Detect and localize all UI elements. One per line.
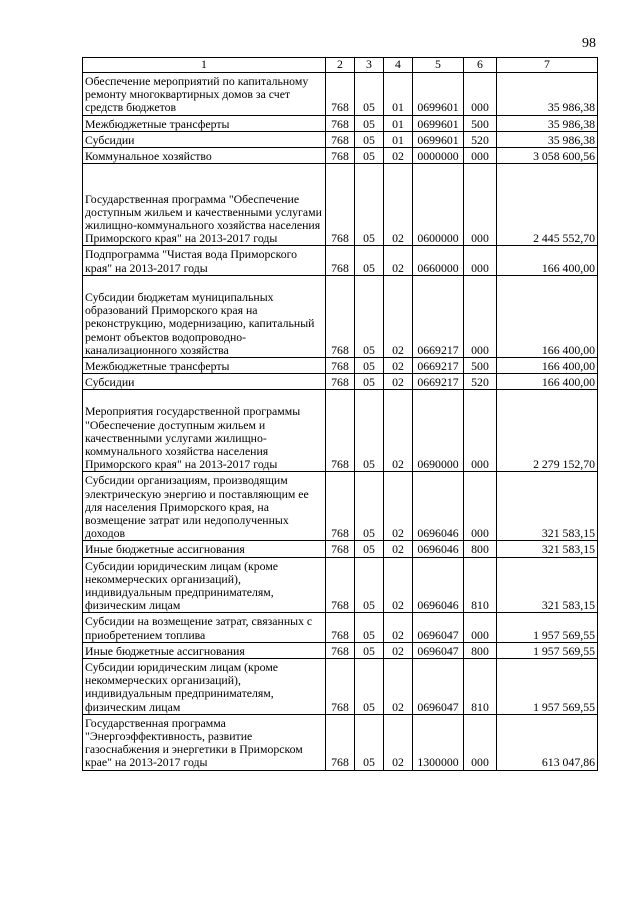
cell-col-5: 0000000 — [413, 147, 464, 163]
cell-name: Субсидии юридическим лицам (кроме некоммерческих организаций), индивидуальным предпринимателям, физическим лицам — [83, 557, 326, 613]
table-row — [83, 131, 598, 147]
cell-name: Иные бюджетные ассигнования — [83, 642, 326, 658]
cell-col-2: 768 — [326, 642, 355, 658]
cell-name: Иные бюджетные ассигнования — [83, 541, 326, 557]
cell-col-4: 02 — [384, 147, 413, 163]
cell-col-6: 500 — [464, 115, 497, 131]
cell-amount: 321 583,15 — [497, 557, 598, 613]
cell-col-4: 02 — [384, 357, 413, 373]
cell-amount: 613 047,86 — [497, 714, 598, 770]
page-number: 98 — [582, 36, 596, 51]
table-row — [83, 357, 598, 373]
cell-col-6: 800 — [464, 642, 497, 658]
cell-name: Межбюджетные трансферты — [83, 115, 326, 131]
cell-amount: 166 400,00 — [497, 374, 598, 390]
header-col-6: 6 — [464, 58, 497, 73]
table-row — [83, 714, 598, 770]
cell-col-5: 0669217 — [413, 275, 464, 357]
cell-amount: 321 583,15 — [497, 541, 598, 557]
cell-col-2: 768 — [326, 613, 355, 642]
cell-col-6: 800 — [464, 541, 497, 557]
cell-col-4: 02 — [384, 557, 413, 613]
table-row — [83, 164, 598, 246]
cell-col-3: 05 — [355, 541, 384, 557]
cell-col-6: 000 — [464, 73, 497, 116]
cell-name: Субсидии на возмещение затрат, связанных с приобретением топлива — [83, 613, 326, 642]
cell-col-5: 0699601 — [413, 73, 464, 116]
cell-col-5: 0696047 — [413, 659, 464, 715]
table-row — [83, 390, 598, 472]
cell-col-3: 05 — [355, 659, 384, 715]
cell-col-2: 768 — [326, 659, 355, 715]
cell-col-3: 05 — [355, 390, 384, 472]
cell-col-2: 768 — [326, 275, 355, 357]
cell-col-3: 05 — [355, 246, 384, 275]
cell-col-4: 01 — [384, 73, 413, 116]
table-row — [83, 557, 598, 613]
cell-col-2: 768 — [326, 164, 355, 246]
cell-col-5: 0696046 — [413, 472, 464, 541]
cell-col-5: 0690000 — [413, 390, 464, 472]
cell-amount: 1 957 569,55 — [497, 659, 598, 715]
cell-name: Подпрограмма "Чистая вода Приморского края" на 2013-2017 годы — [83, 246, 326, 275]
cell-col-5: 0699601 — [413, 115, 464, 131]
cell-col-2: 768 — [326, 541, 355, 557]
cell-col-6: 000 — [464, 164, 497, 246]
cell-col-3: 05 — [355, 275, 384, 357]
cell-col-2: 768 — [326, 115, 355, 131]
cell-col-6: 000 — [464, 147, 497, 163]
cell-amount: 321 583,15 — [497, 472, 598, 541]
cell-col-2: 768 — [326, 246, 355, 275]
cell-col-4: 02 — [384, 714, 413, 770]
cell-amount: 2 445 552,70 — [497, 164, 598, 246]
cell-amount: 3 058 600,56 — [497, 147, 598, 163]
cell-col-4: 02 — [384, 390, 413, 472]
cell-col-5: 0696047 — [413, 642, 464, 658]
cell-col-4: 02 — [384, 642, 413, 658]
cell-col-6: 520 — [464, 374, 497, 390]
table-row — [83, 472, 598, 541]
cell-name: Государственная программа "Энергоэффективность, развитие газоснабжения и энергетики в Приморском крае" на 2013-2017 годы — [83, 714, 326, 770]
cell-name: Субсидии — [83, 131, 326, 147]
cell-amount: 1 957 569,55 — [497, 642, 598, 658]
cell-name: Обеспечение мероприятий по капитальному ремонту многоквартирных домов за счет средств бюджетов — [83, 73, 326, 116]
table-row — [83, 613, 598, 642]
cell-col-3: 05 — [355, 73, 384, 116]
table-row — [83, 115, 598, 131]
cell-col-4: 02 — [384, 541, 413, 557]
cell-col-3: 05 — [355, 374, 384, 390]
budget-table-body — [83, 58, 598, 771]
cell-name: Субсидии юридическим лицам (кроме некоммерческих организаций), индивидуальным предпринимателям, физическим лицам — [83, 659, 326, 715]
cell-amount: 2 279 152,70 — [497, 390, 598, 472]
table-row — [83, 73, 598, 116]
cell-name: Субсидии бюджетам муниципальных образований Приморского края на реконструкцию, модернизацию, капитальный ремонт объектов водопроводно-канализационного хозяйства — [83, 275, 326, 357]
cell-col-3: 05 — [355, 115, 384, 131]
table-row — [83, 275, 598, 357]
cell-amount: 1 957 569,55 — [497, 613, 598, 642]
cell-col-5: 0669217 — [413, 357, 464, 373]
cell-name: Мероприятия государственной программы "Обеспечение доступным жильем и качественными услугами жилищно-коммунального хозяйства населения Приморского края" на 2013-2017 годы — [83, 390, 326, 472]
cell-col-6: 000 — [464, 390, 497, 472]
header-col-4: 4 — [384, 58, 413, 73]
header-col-3: 3 — [355, 58, 384, 73]
cell-col-2: 768 — [326, 357, 355, 373]
cell-col-5: 0660000 — [413, 246, 464, 275]
cell-col-5: 0699601 — [413, 131, 464, 147]
cell-col-2: 768 — [326, 472, 355, 541]
cell-col-6: 000 — [464, 613, 497, 642]
cell-col-6: 000 — [464, 246, 497, 275]
cell-col-3: 05 — [355, 557, 384, 613]
cell-amount: 35 986,38 — [497, 73, 598, 116]
table-row — [83, 659, 598, 715]
cell-col-6: 000 — [464, 472, 497, 541]
cell-col-5: 0696047 — [413, 613, 464, 642]
cell-col-3: 05 — [355, 131, 384, 147]
cell-col-5: 0696046 — [413, 541, 464, 557]
cell-col-4: 02 — [384, 164, 413, 246]
header-col-5: 5 — [413, 58, 464, 73]
header-row — [83, 58, 598, 73]
cell-name: Субсидии организациям, производящим электрическую энергию и поставляющим ее для населения Приморского края, на возмещение затрат или недополученных доходов — [83, 472, 326, 541]
cell-amount: 35 986,38 — [497, 131, 598, 147]
table-row — [83, 246, 598, 275]
cell-col-4: 02 — [384, 613, 413, 642]
cell-amount: 166 400,00 — [497, 357, 598, 373]
header-col-2: 2 — [326, 58, 355, 73]
cell-col-3: 05 — [355, 164, 384, 246]
cell-col-2: 768 — [326, 131, 355, 147]
cell-col-6: 810 — [464, 557, 497, 613]
cell-col-4: 02 — [384, 659, 413, 715]
cell-col-4: 02 — [384, 275, 413, 357]
cell-col-6: 000 — [464, 275, 497, 357]
cell-col-6: 810 — [464, 659, 497, 715]
header-col-1: 1 — [83, 58, 326, 73]
cell-col-3: 05 — [355, 613, 384, 642]
budget-table — [82, 57, 598, 771]
header-col-7: 7 — [497, 58, 598, 73]
cell-col-2: 768 — [326, 390, 355, 472]
cell-amount: 166 400,00 — [497, 275, 598, 357]
cell-name: Субсидии — [83, 374, 326, 390]
cell-col-5: 0600000 — [413, 164, 464, 246]
table-row — [83, 374, 598, 390]
cell-col-4: 02 — [384, 246, 413, 275]
cell-name: Коммунальное хозяйство — [83, 147, 326, 163]
cell-col-6: 000 — [464, 714, 497, 770]
cell-col-2: 768 — [326, 73, 355, 116]
cell-col-2: 768 — [326, 374, 355, 390]
table-row — [83, 642, 598, 658]
cell-col-4: 02 — [384, 472, 413, 541]
cell-col-3: 05 — [355, 472, 384, 541]
cell-col-2: 768 — [326, 714, 355, 770]
table-row — [83, 147, 598, 163]
cell-col-2: 768 — [326, 557, 355, 613]
cell-col-6: 500 — [464, 357, 497, 373]
cell-col-3: 05 — [355, 357, 384, 373]
cell-col-4: 01 — [384, 115, 413, 131]
cell-amount: 35 986,38 — [497, 115, 598, 131]
cell-col-2: 768 — [326, 147, 355, 163]
cell-name: Межбюджетные трансферты — [83, 357, 326, 373]
table-row — [83, 541, 598, 557]
cell-col-3: 05 — [355, 147, 384, 163]
cell-col-4: 01 — [384, 131, 413, 147]
cell-col-5: 0696046 — [413, 557, 464, 613]
cell-name: Государственная программа "Обеспечение доступным жильем и качественными услугами жилищно-коммунального хозяйства населения Приморского края" на 2013-2017 годы — [83, 164, 326, 246]
cell-col-3: 05 — [355, 642, 384, 658]
cell-col-5: 1300000 — [413, 714, 464, 770]
cell-col-4: 02 — [384, 374, 413, 390]
cell-amount: 166 400,00 — [497, 246, 598, 275]
cell-col-5: 0669217 — [413, 374, 464, 390]
cell-col-3: 05 — [355, 714, 384, 770]
cell-col-6: 520 — [464, 131, 497, 147]
